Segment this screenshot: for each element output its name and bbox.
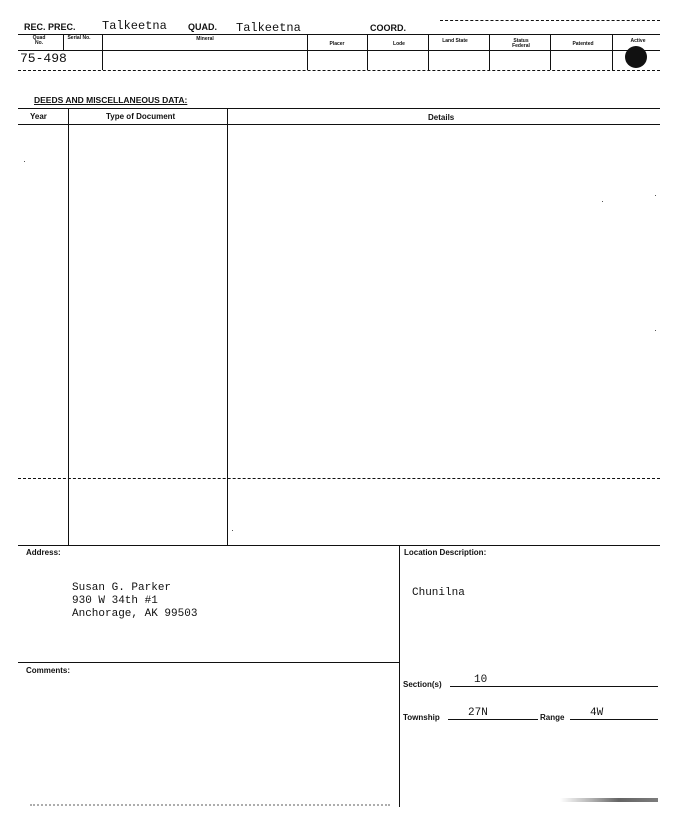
deeds-col-year: Year	[30, 112, 47, 121]
scan-speck	[24, 161, 25, 162]
col-patented: Patented	[572, 41, 594, 47]
deeds-bottom-rule	[18, 545, 660, 546]
deeds-col-details: Details	[428, 113, 455, 122]
scan-speck	[655, 195, 656, 196]
scan-speck	[655, 330, 656, 331]
rec-prec-value: Talkeetna	[102, 19, 167, 33]
coord-label: COORD.	[370, 23, 406, 33]
deeds-top-rule	[18, 108, 660, 109]
rec-prec-label: REC. PREC.	[24, 22, 76, 32]
col-quad-no: Quad No.	[32, 35, 46, 46]
location-label: Location Description:	[404, 548, 487, 557]
col-divider	[489, 34, 490, 70]
township-label: Township	[403, 713, 440, 722]
col-status-federal: Status Federal	[512, 38, 530, 49]
top-dashed-line	[440, 20, 660, 21]
range-label: Range	[540, 713, 565, 722]
scan-speck	[602, 201, 603, 202]
range-rule	[570, 719, 658, 720]
col-divider	[367, 34, 368, 70]
col-mineral: Mineral	[196, 36, 214, 42]
scan-noise-mark	[560, 798, 658, 802]
quad-label: QUAD.	[188, 22, 217, 32]
deeds-type-divider	[227, 108, 228, 545]
active-marker-dot	[625, 46, 647, 68]
location-value: Chunilna	[412, 587, 465, 599]
address-name: Susan G. Parker	[72, 582, 172, 594]
address-city: Anchorage, AK 99503	[72, 608, 198, 620]
scan-speck	[232, 530, 233, 531]
column-header-rule	[18, 50, 660, 51]
quad-value: Talkeetna	[236, 21, 301, 35]
deeds-section-title: DEEDS AND MISCELLANEOUS DATA:	[34, 95, 188, 105]
township-value: 27N	[468, 707, 488, 719]
comments-label: Comments:	[26, 666, 71, 675]
col-active: Active	[630, 38, 646, 44]
col-divider	[550, 34, 551, 70]
deeds-bottom-dashed-rule	[18, 478, 660, 479]
township-rule	[448, 719, 538, 720]
col-serial-no: Serial No.	[67, 35, 91, 41]
deeds-col-type: Type of Document	[106, 112, 176, 121]
header-rule	[18, 34, 660, 35]
col-land-status-state: Land State	[442, 38, 468, 44]
scan-noise-line	[30, 804, 390, 808]
address-bottom-rule	[18, 662, 399, 663]
bottom-center-divider	[399, 545, 400, 807]
range-value: 4W	[590, 707, 604, 719]
quad-no-value: 75-498	[20, 51, 67, 66]
deeds-header-rule	[18, 124, 660, 125]
col-divider	[612, 34, 613, 70]
address-street: 930 W 34th #1	[72, 595, 158, 607]
col-divider	[428, 34, 429, 70]
col-placer: Placer	[329, 41, 345, 47]
deeds-year-divider	[68, 108, 69, 545]
col-divider	[307, 34, 308, 70]
sections-value: 10	[474, 674, 488, 686]
sections-rule	[450, 686, 658, 687]
col-divider	[63, 34, 64, 50]
address-label: Address:	[26, 548, 61, 557]
record-row-dashed-rule	[18, 70, 660, 71]
col-divider	[102, 34, 103, 70]
col-lode: Lode	[393, 41, 405, 47]
sections-label: Section(s)	[403, 680, 442, 689]
